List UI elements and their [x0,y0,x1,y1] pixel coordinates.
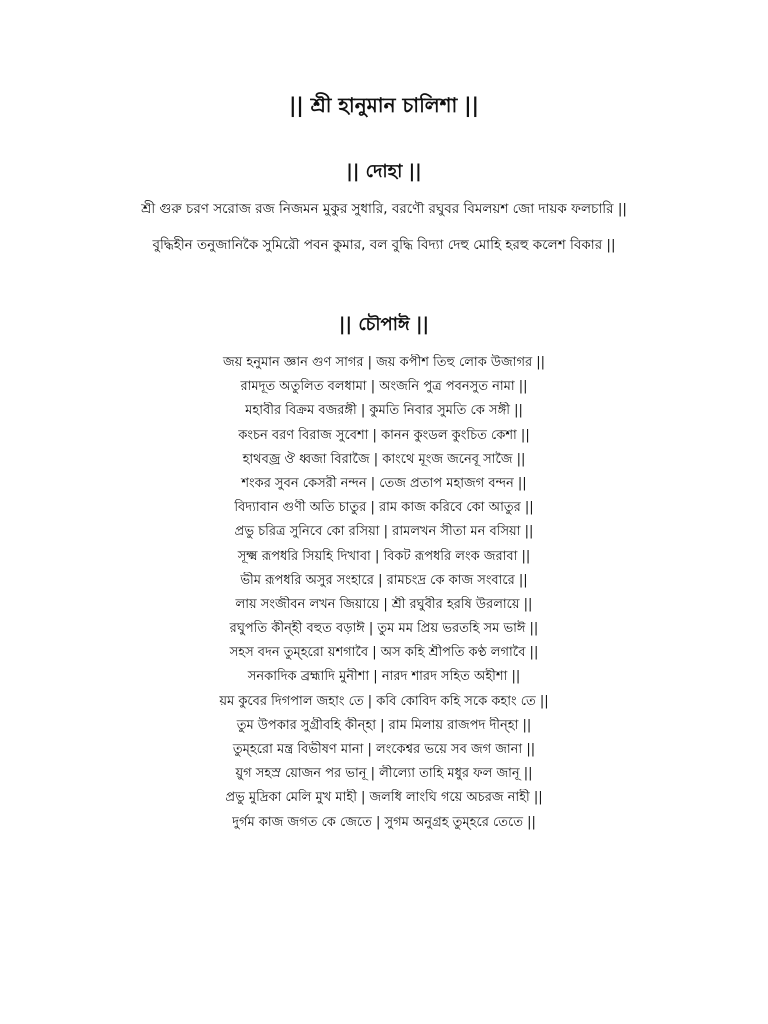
verse-line: সূক্ষ্ম রূপধরি সিয়হি দিখাবা | বিকট রূপধরি লংক জরাবা || [237,548,531,564]
verse-line: প্রভু চরিত্র সুনিবে কো রসিয়া | রামলখন সীতা মন বসিয়া || [234,524,534,540]
verse-line: সহস বদন তুম্হরো য়শগাবৈ | অস কহি শ্রীপতি কণ্ঠ লগাবৈ || [229,645,539,661]
verse-line: রামদূত অতুলিত বলধামা | অংজনি পুত্র পবনসুত নামা || [240,379,528,395]
verse-line: লায় সংজীবন লখন জিয়ায়ে | শ্রী রঘুবীর হরষি উরলায়ে || [235,596,533,612]
verse-line: হাথবজ্র ঔ ধ্বজা বিরাজৈ | কাংথে মূংজ জনেবূ সাজৈ || [242,451,526,467]
verse-line: সনকাদিক ব্রহ্মাদি মুনীশা | নারদ শারদ সহিত অহীশা || [247,669,521,685]
verse-line: য়ুগ সহস্র য়োজন পর ভানূ | লীল্যো তাহি মধুর ফল জানূ || [235,766,533,782]
verse-line: মহাবীর বিক্রম বজরঙ্গী | কুমতি নিবার সুমতি কে সঙ্গী || [245,403,523,419]
verse-line: শংকর সুবন কেসরী নন্দন | তেজ প্রতাপ মহাজগ বন্দন || [241,475,527,491]
doha-line: বুদ্ধিহীন তনুজানিকৈ সুমিরৌ পবন কুমার, বল বুদ্ধি বিদ্যা দেহু মোহি হরহু কলেশ বিকার || [152,237,616,253]
page-title: || শ্রী হানুমান চালিশা || [289,93,479,117]
verse-line: প্রভু মুদ্রিকা মেলি মুখ মাহী | জলধি লাংঘি গয়ে অচরজ নাহী || [225,790,543,806]
verse-line: রঘুপতি কীন্হী বহুত বড়াঈ | তুম মম প্রিয় ভরতহি সম ভাঈ || [229,621,539,637]
chaupai-section [0,354,768,838]
verse-line: জয় হনুমান জ্ঞান গুণ সাগর | জয় কপীশ তিহু লোক উজাগর || [222,355,546,370]
verse-line: ভীম রূপধরি অসুর সংহারে | রামচংদ্র কে কাজ সংবারে || [240,572,528,588]
verse-line: কংচন বরণ বিরাজ সুবেশা | কানন কুংডল কুংচিত কেশা || [238,427,530,443]
chaupai-heading: || চৌপাঈ || [338,314,430,335]
doha-heading: || দোহা || [346,161,422,182]
verse-line: দুর্গম কাজ জগত কে জেতে | সুগম অনুগ্রহ তুম্হরে তেতে || [232,814,536,830]
doha-line: শ্রী গুরু চরণ সরোজ রজ নিজমন মুকুর সুধারি, বরণৌ রঘুবর বিমলয়শ জো দায়ক ফলচারি || [141,201,627,217]
verse-line: তুম উপকার সুগ্রীবহি কীন্হা | রাম মিলায় রাজপদ দীন্হা || [236,717,532,733]
doha-section [0,200,768,272]
verse-line: তুম্হরো মন্ত্র বিভীষণ মানা | লংকেশ্বর ভয়ে সব জগ জানা || [232,742,536,757]
verse-line: বিদ্যাবান গুণী অতি চাতুর | রাম কাজ করিবে কো আতুর || [234,500,534,516]
verse-line: য়ম কুবের দিগপাল জহাং তে | কবি কোবিদ কহি সকে কহাং তে || [219,693,549,709]
